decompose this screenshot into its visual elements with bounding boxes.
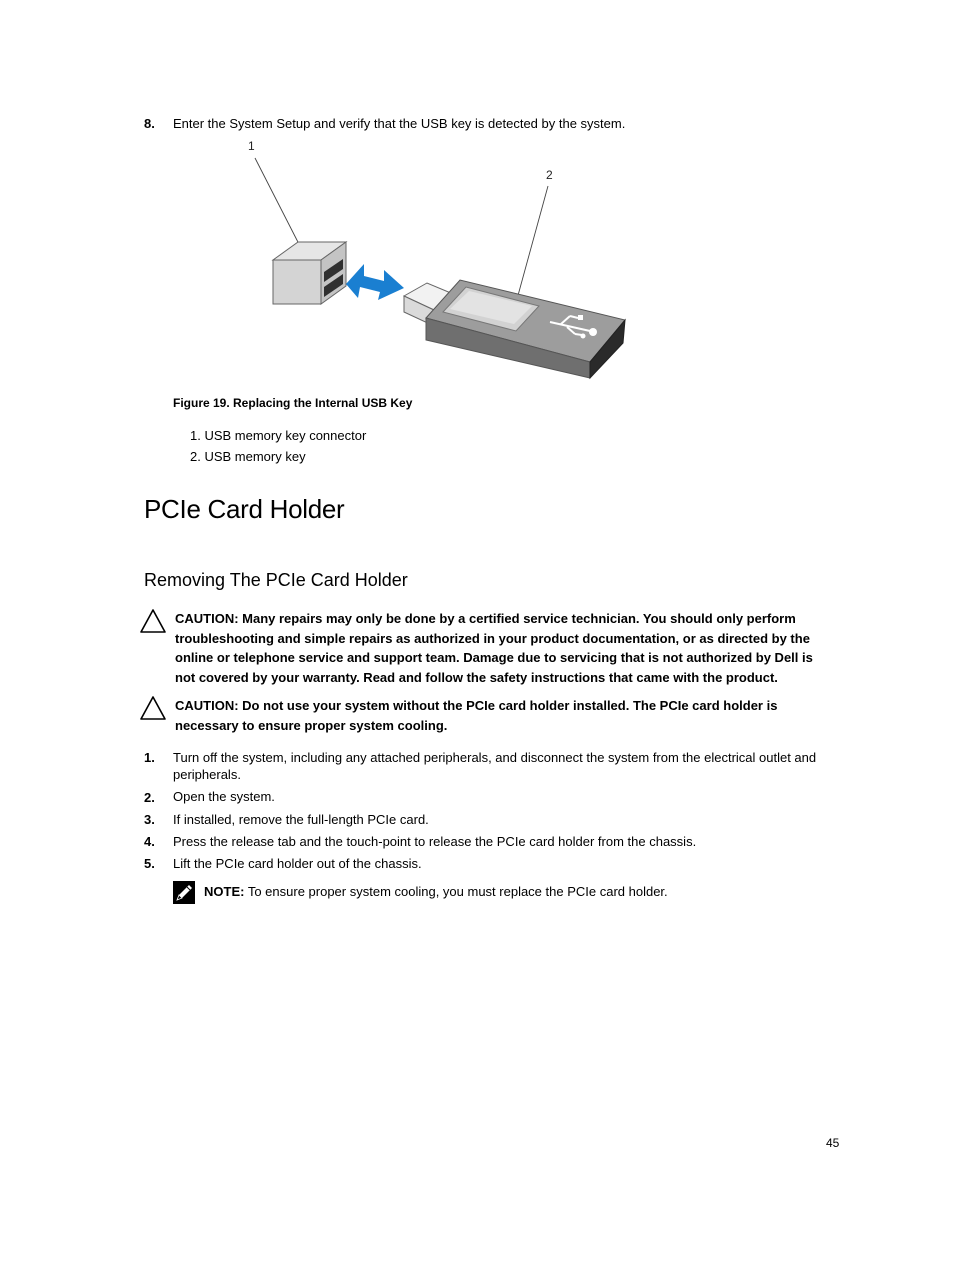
step-text-2: Open the system. xyxy=(173,789,275,804)
note-icon xyxy=(173,881,195,909)
legend-item-2: 2. USB memory key xyxy=(190,449,306,464)
step-text-8: Enter the System Setup and verify that the USB key is detected by the system. xyxy=(173,116,626,131)
legend-item-1: 1. USB memory key connector xyxy=(190,428,367,443)
figure-caption: Figure 19. Replacing the Internal USB Key xyxy=(173,396,413,410)
step-number-1: 1. xyxy=(144,750,155,765)
step-text-1: Turn off the system, including any attached peripherals, and disconnect the system from the electrical outlet and peripherals. xyxy=(173,750,817,782)
step-number-3: 3. xyxy=(144,812,155,827)
usb-key-illustration xyxy=(0,0,954,400)
caution-icon xyxy=(139,695,167,726)
step-text-3: If installed, remove the full-length PCIe card. xyxy=(173,812,429,827)
step-number-5: 5. xyxy=(144,856,155,871)
step-text-4: Press the release tab and the touch-point to release the PCIe card holder from the chassis. xyxy=(173,834,697,849)
callout-1: 1 xyxy=(248,139,255,153)
leader-line-2 xyxy=(514,186,548,310)
leader-line-1 xyxy=(255,158,302,250)
step-number-8: 8. xyxy=(144,116,155,131)
page-number: 45 xyxy=(826,1136,840,1150)
caution-icon xyxy=(139,608,167,639)
caution-text-2: CAUTION: Do not use your system without the PCIe card holder installed. The PCIe card holder is necessary to ensure proper system cooling. xyxy=(175,698,778,733)
step-text-5: Lift the PCIe card holder out of the chassis. xyxy=(173,856,422,871)
caution-text-1: CAUTION: Many repairs may only be done by a certified service technician. You should only perform troubleshooting and simple repairs as authorized in your product documentation, or as directed by the online or telephone service and support team. Damage due to servicing that is not authorized by Dell is not covered by your warranty. Read and follow the safety instructions that came with the product. xyxy=(175,611,813,685)
step-number-4: 4. xyxy=(144,834,155,849)
step-number-2: 2. xyxy=(144,790,155,805)
note-label: NOTE: xyxy=(204,884,245,899)
note-text xyxy=(204,883,668,900)
usb-connector xyxy=(273,242,346,304)
section-title: PCIe Card Holder xyxy=(144,494,345,524)
insert-arrow xyxy=(346,264,404,300)
callout-2: 2 xyxy=(546,168,553,182)
note-body: To ensure proper system cooling, you must replace the PCIe card holder. xyxy=(244,884,668,899)
section-subtitle: Removing The PCIe Card Holder xyxy=(144,570,408,590)
usb-key-figure xyxy=(0,0,954,400)
usb-memory-key xyxy=(404,280,625,378)
